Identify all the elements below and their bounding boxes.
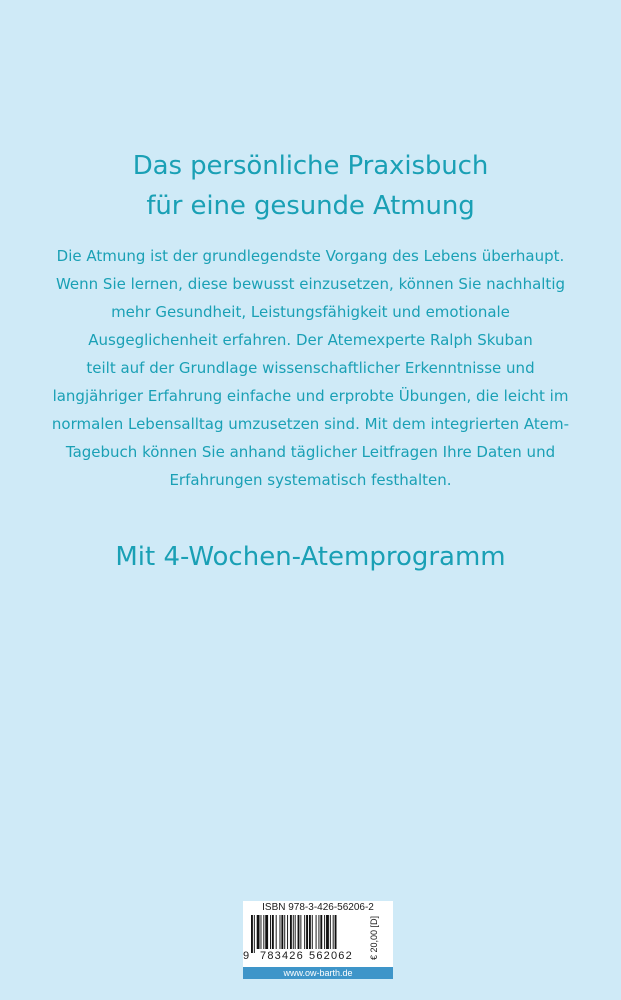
blurb-line: langjähriger Erfahrung einfache und erprobte Übungen, die leicht im xyxy=(52,387,569,405)
blurb-line: Die Atmung ist der grundlegendste Vorgang des Lebens überhaupt. xyxy=(56,247,565,265)
barcode-digits-group-1: 783426 xyxy=(260,950,304,962)
barcode-digits-group-2: 562062 xyxy=(309,950,353,962)
publisher-url: www.ow-barth.de xyxy=(243,967,393,979)
barcode-digit-first: 9 xyxy=(243,950,250,962)
blurb-line: Erfahrungen systematisch festhalten. xyxy=(169,471,452,489)
book-title-line-2: für eine gesunde Atmung xyxy=(146,191,475,221)
blurb-line: Ausgeglichenheit erfahren. Der Atemexperte Ralph Skuban xyxy=(88,331,533,349)
blurb-line: mehr Gesundheit, Leistungsfähigkeit und emotionale xyxy=(111,303,510,321)
price-label: € 20,00 [D] xyxy=(369,915,379,961)
book-title-line-1: Das persönliche Praxisbuch xyxy=(132,151,489,181)
blurb-line: Wenn Sie lernen, diese bewusst einzusetzen, können Sie nachhaltig xyxy=(55,275,566,293)
blurb-text xyxy=(0,242,621,494)
barcode-icon xyxy=(251,915,363,953)
blurb-line: normalen Lebensalltag umzusetzen sind. Mit dem integrierten Atem- xyxy=(51,415,570,433)
book-title xyxy=(0,146,621,226)
program-subheading: Mit 4-Wochen-Atemprogramm xyxy=(115,542,506,572)
isbn-text: ISBN 978-3-426-56206-2 xyxy=(262,902,374,913)
blurb-line: Tagebuch können Sie anhand täglicher Leitfragen Ihre Daten und xyxy=(65,443,556,461)
blurb-line: teilt auf der Grundlage wissenschaftlicher Erkenntnisse und xyxy=(86,359,535,377)
